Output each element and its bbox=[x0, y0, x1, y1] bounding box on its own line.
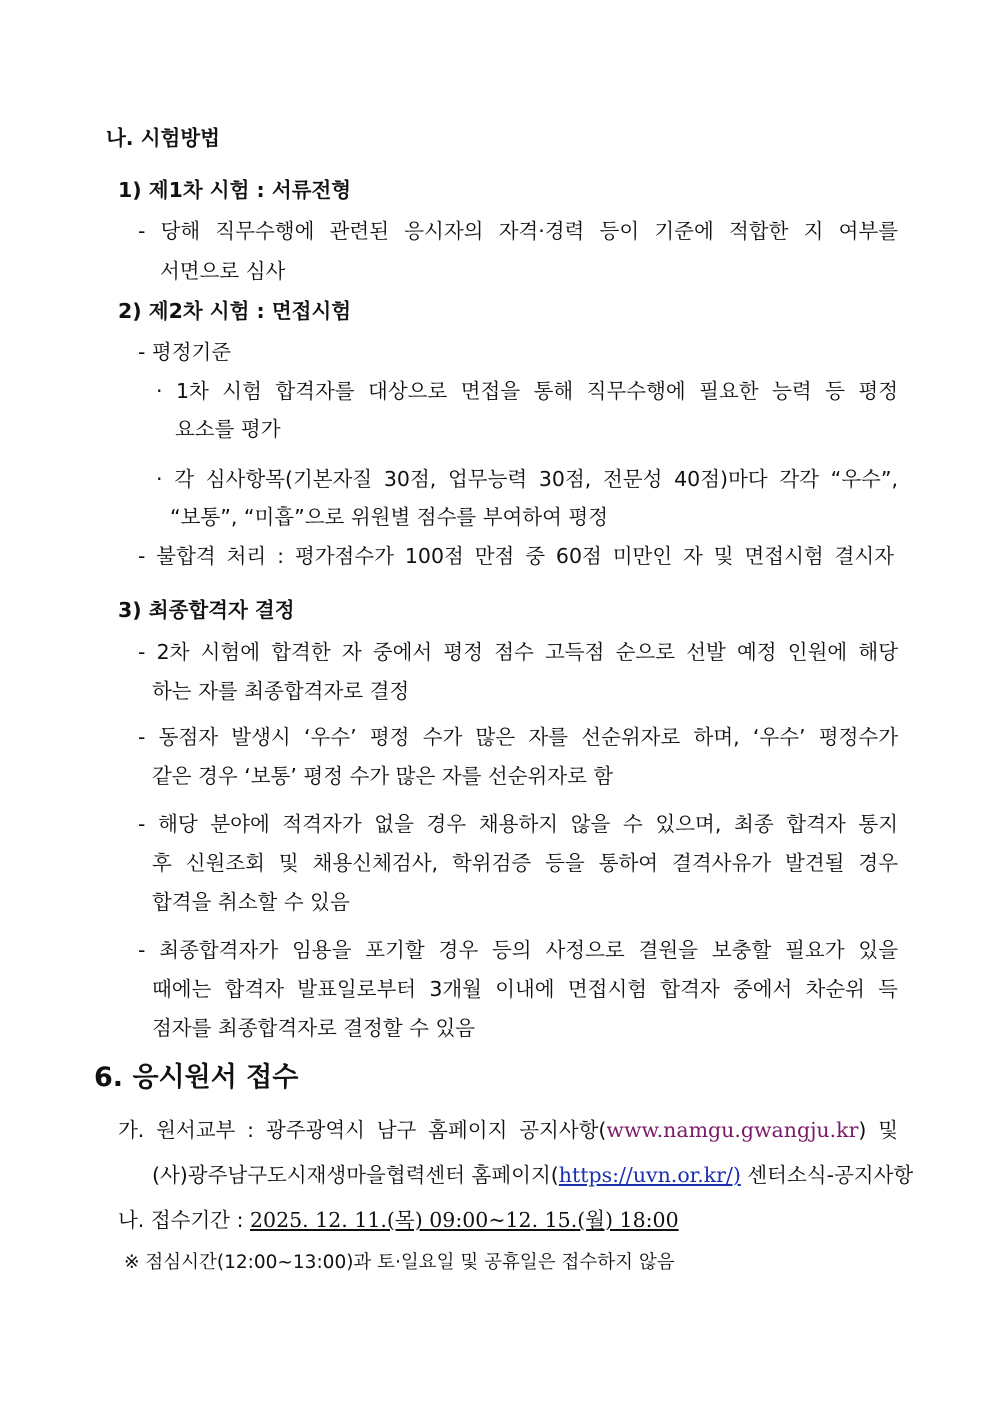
lunch-holiday-note: ※ 점심시간(12:00~13:00)과 토·일요일 및 공휴일은 접수하지 않음 bbox=[124, 1252, 675, 1273]
final-bullet3-line2: 후 신원조회 및 채용신체검사, 학위검증 등을 통하여 결격사유가 발견될 경우 bbox=[152, 851, 898, 875]
application-distribution-prefix: 가. 원서교부 : 광주광역시 남구 홈페이지 공지사항( bbox=[118, 1118, 607, 1142]
final-bullet2-line1: - 동점자 발생시 ‘우수’ 평정 수가 많은 자를 선순위자로 하며, ‘우수’ 평정수가 bbox=[138, 725, 898, 749]
reception-period-dates: 2025. 12. 11.(목) 09:00~12. 15.(월) 18:00 bbox=[250, 1208, 679, 1232]
final-bullet3-line3: 합격을 취소할 수 있음 bbox=[152, 890, 350, 914]
stage2-criteria-item2-line1: · 각 심사항목(기본자질 30점, 업무능력 30점, 전문성 40점)마다 각각 “우수”, bbox=[156, 467, 898, 491]
stage2-fail-rule: - 불합격 처리 : 평가점수가 100점 만점 중 60점 미만인 자 및 면접시험 결시자 bbox=[138, 544, 894, 568]
center-notice-path: 센터소식-공지사항 bbox=[740, 1163, 914, 1187]
reception-period bbox=[118, 1206, 679, 1234]
reception-period-label: 나. 접수기간 : bbox=[118, 1208, 250, 1232]
center-homepage-link[interactable]: https://uvn.or.kr/) bbox=[558, 1163, 741, 1187]
stage1-bullet-line2: 서면으로 심사 bbox=[160, 259, 286, 283]
final-bullet4-line3: 점자를 최종합격자로 결정할 수 있음 bbox=[152, 1016, 476, 1040]
final-bullet4-line1: - 최종합격자가 임용을 포기할 경우 등의 사정으로 결원을 보충할 필요가 있을 bbox=[138, 938, 898, 962]
stage1-bullet-line1: - 당해 직무수행에 관련된 응시자의 자격·경력 등이 기준에 적합한 지 여부를 bbox=[138, 219, 898, 243]
stage1-title: 1) 제1차 시험 : 서류전형 bbox=[118, 178, 352, 202]
stage2-criteria-item1-line1: · 1차 시험 합격자를 대상으로 면접을 통해 직무수행에 필요한 능력 등 평정 bbox=[156, 379, 898, 403]
final-bullet1-line2: 하는 자를 최종합격자로 결정 bbox=[152, 679, 410, 703]
final-bullet1-line1: - 2차 시험에 합격한 자 중에서 평정 점수 고득점 순으로 선발 예정 인원에 해당 bbox=[138, 640, 898, 664]
stage2-title: 2) 제2차 시험 : 면접시험 bbox=[118, 299, 352, 323]
application-distribution-suffix: ) 및 bbox=[858, 1118, 898, 1142]
final-bullet3-line1: - 해당 분야에 적격자가 없을 경우 채용하지 않을 수 있으며, 최종 합격자 통지 bbox=[138, 812, 898, 836]
application-distribution-line1 bbox=[118, 1116, 898, 1144]
section6-title: 6. 응시원서 접수 bbox=[94, 1062, 299, 1093]
stage2-criteria-item1-line2: 요소를 평가 bbox=[175, 417, 281, 441]
center-name: (사)광주남구도시재생마을협력센터 홈페이지( bbox=[152, 1163, 559, 1187]
namgu-homepage-link[interactable]: www.namgu.gwangju.kr bbox=[606, 1118, 859, 1142]
stage2-criteria-label: - 평정기준 bbox=[138, 340, 232, 364]
application-distribution-line2 bbox=[152, 1161, 913, 1189]
final-bullet4-line2: 때에는 합격자 발표일로부터 3개월 이내에 면접시험 합격자 중에서 차순위 득 bbox=[152, 977, 898, 1001]
stage2-criteria-item2-line2: “보통”, “미흡”으로 위원별 점수를 부여하여 평정 bbox=[170, 505, 609, 529]
section-method-title: 나. 시험방법 bbox=[106, 126, 220, 150]
final-decision-title: 3) 최종합격자 결정 bbox=[118, 598, 295, 622]
final-bullet2-line2: 같은 경우 ‘보통’ 평정 수가 많은 자를 선순위자로 함 bbox=[152, 764, 614, 788]
